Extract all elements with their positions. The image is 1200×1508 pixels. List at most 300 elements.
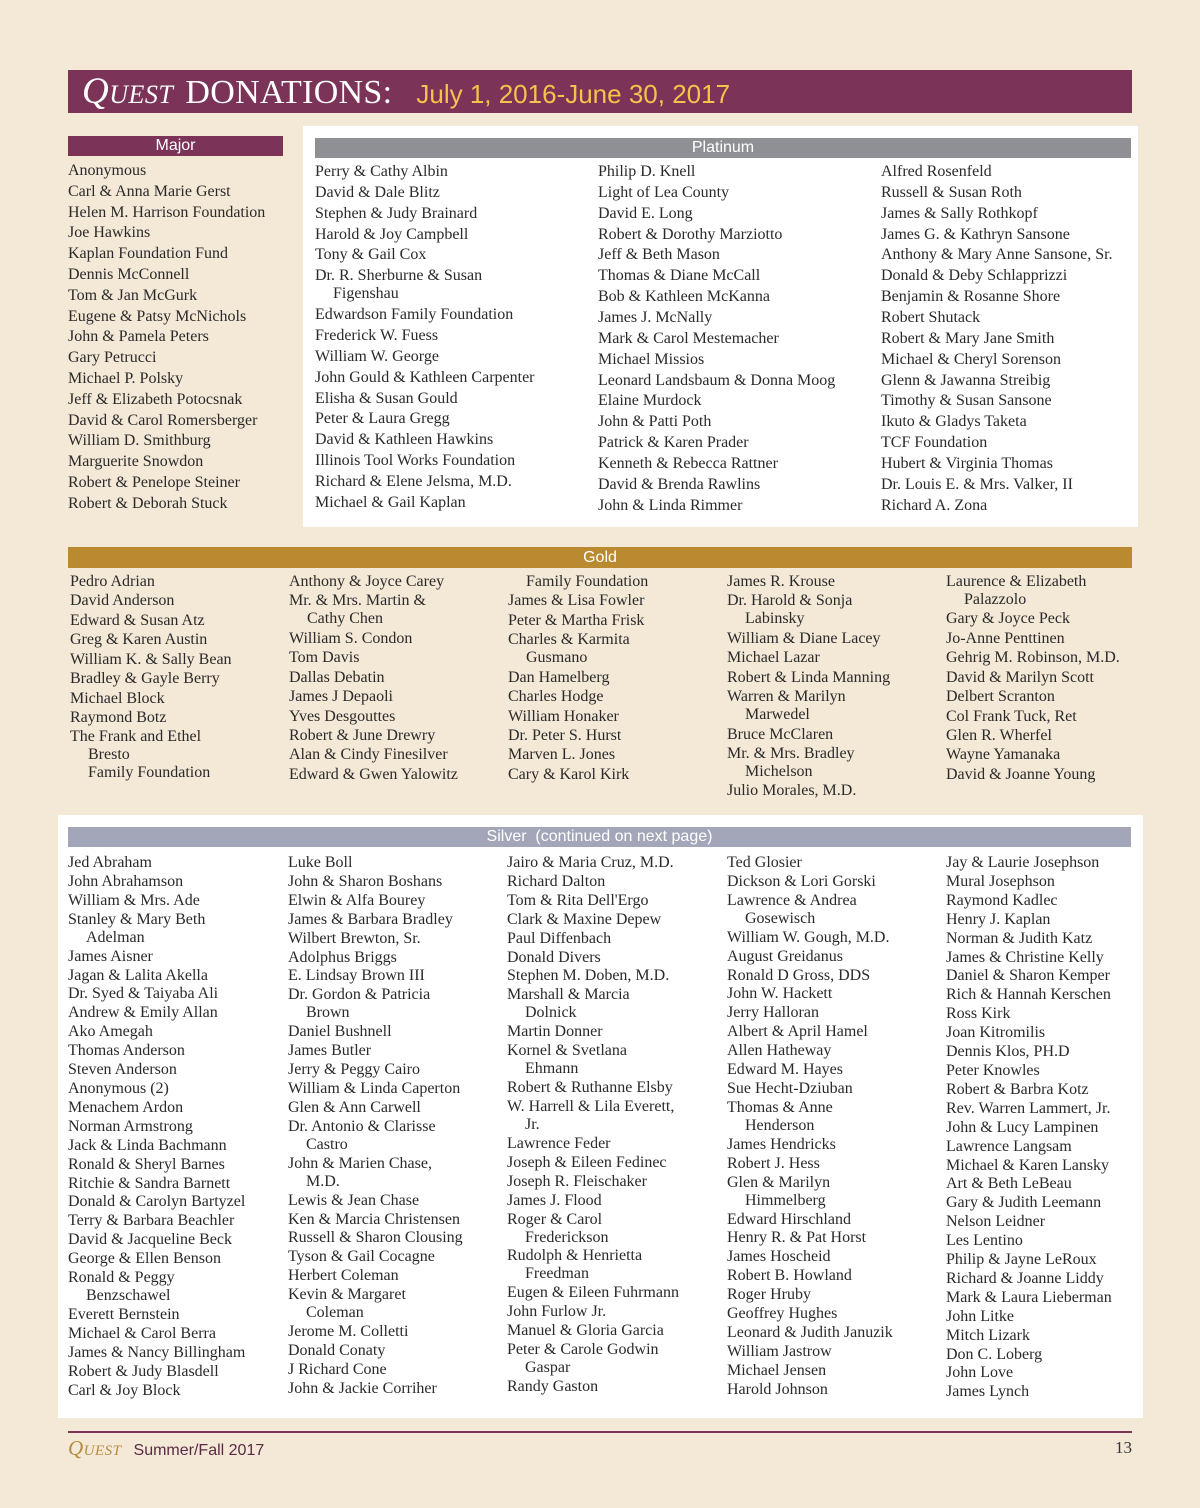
donor-name: John & Patti Poth <box>598 413 712 431</box>
issue-label: Summer/Fall 2017 <box>133 1442 265 1459</box>
donor-entry <box>289 592 508 628</box>
donor-entry <box>727 782 946 800</box>
donor-entry <box>881 392 1131 410</box>
donor-name-continued: Coleman <box>306 1304 364 1322</box>
donor-entry <box>68 985 288 1003</box>
donor-name: James J Depaoli <box>289 688 393 706</box>
donor-entry <box>507 1023 727 1041</box>
donor-name: Illinois Tool Works Foundation <box>315 452 516 470</box>
donor-entry <box>946 1194 1132 1212</box>
donor-name: Joe Hawkins <box>68 224 151 242</box>
donor-name: John & Linda Rimmer <box>598 496 743 514</box>
donor-entry <box>881 267 1131 285</box>
donor-name: Gary & Judith Leemann <box>946 1194 1102 1212</box>
donor-name: Carl & Joy Block <box>68 1381 181 1399</box>
donor-name: Peter Knowles <box>946 1061 1040 1079</box>
donor-entry <box>315 410 598 428</box>
donor-entry <box>946 1346 1132 1364</box>
donor-entry <box>946 630 1132 648</box>
donor-name: J Richard Cone <box>288 1360 387 1378</box>
donor-name: Jerome M. Colletti <box>288 1323 409 1341</box>
donor-name: David & Jacqueline Beck <box>68 1231 232 1249</box>
donor-entry <box>946 1043 1132 1061</box>
donor-name: James & Christine Kelly <box>946 948 1104 966</box>
footer <box>68 1436 1132 1460</box>
footer-quest-logo: QUEST <box>68 1436 122 1460</box>
donor-name: Robert & Barbra Kotz <box>946 1080 1089 1098</box>
donor-name: Clark & Maxine Depew <box>507 910 662 928</box>
donor-entry <box>727 967 946 985</box>
donor-name: Warren & Marilyn <box>727 688 846 706</box>
donor-column <box>70 573 289 802</box>
donor-entry <box>68 287 283 305</box>
donor-name: Lewis & Jean Chase <box>288 1191 420 1209</box>
donor-name: Greg & Karen Austin <box>70 631 208 649</box>
donor-name: Anonymous <box>68 162 147 179</box>
donor-name: Cary & Karol Kirk <box>508 765 630 783</box>
donor-name: Michael & Cheryl Sorenson <box>881 350 1061 368</box>
donor-entry <box>946 1270 1132 1288</box>
donor-name-continued: Labinsky <box>745 610 805 628</box>
donor-name: Robert & Penelope Steiner <box>68 473 240 491</box>
donor-entry <box>289 766 508 784</box>
donor-name: Harold Johnson <box>727 1380 828 1398</box>
donor-name-continued: Freedman <box>525 1265 589 1283</box>
donor-name: Thomas & Diane McCall <box>598 267 761 285</box>
donor-entry <box>68 349 283 367</box>
donor-name: Russell & Susan Roth <box>881 183 1022 201</box>
donor-entry <box>68 948 288 966</box>
donor-entry <box>946 1081 1132 1099</box>
donor-name-continued: Michelson <box>745 762 813 780</box>
donor-entry <box>508 708 727 726</box>
donor-name: Adolphus Briggs <box>288 948 397 966</box>
donor-name: Dickson & Lori Gorski <box>727 872 876 890</box>
donor-name: Wayne Yamanaka <box>946 746 1061 764</box>
donor-entry <box>289 688 508 706</box>
donor-name: David & Brenda Rawlins <box>598 475 761 493</box>
donor-entry <box>68 1118 288 1136</box>
donor-name: Martin Donner <box>507 1023 603 1041</box>
donor-entry <box>68 1250 288 1268</box>
footer-divider <box>68 1431 1132 1433</box>
donor-name: Thomas Anderson <box>68 1042 185 1060</box>
donor-column <box>598 163 881 518</box>
donor-name-continued: Himmelberg <box>745 1191 826 1209</box>
page-title: DONATIONS: <box>185 74 393 111</box>
donor-name: James J. Flood <box>507 1191 602 1209</box>
donor-name: Stephen M. Doben, M.D. <box>507 967 670 985</box>
donor-name: Lawrence Langsam <box>946 1137 1072 1155</box>
donor-name: Marven L. Jones <box>508 746 616 764</box>
donor-name: David E. Long <box>598 204 693 222</box>
donor-entry <box>946 1213 1132 1231</box>
donor-name: Robert & Judy Blasdell <box>68 1362 219 1380</box>
donor-name: Jed Abraham <box>68 854 152 871</box>
donor-entry <box>289 573 508 591</box>
donor-name: William S. Condon <box>289 629 413 647</box>
donor-entry <box>881 184 1131 202</box>
donor-entry <box>68 412 283 430</box>
donor-entry <box>315 205 598 223</box>
donor-entry <box>507 986 727 1022</box>
donor-name: James Butler <box>288 1042 372 1060</box>
donor-name: Frederick W. Fuess <box>315 327 439 345</box>
donor-name: Donald Divers <box>507 948 601 966</box>
donor-entry <box>727 1229 946 1247</box>
donor-entry <box>288 1192 507 1210</box>
donor-entry <box>727 649 946 667</box>
donor-entry <box>727 1099 946 1135</box>
donor-column <box>289 573 508 802</box>
donor-entry <box>288 1061 507 1079</box>
donor-entry <box>288 1023 507 1041</box>
donor-name: William Jastrow <box>727 1342 832 1360</box>
donor-name: Michael & Gail Kaplan <box>315 493 466 511</box>
donor-entry <box>727 1248 946 1266</box>
donor-name: Henry R. & Pat Horst <box>727 1229 867 1247</box>
donor-entry <box>881 497 1131 515</box>
donor-entry <box>881 246 1131 264</box>
donor-name: Eugene & Patsy McNichols <box>68 307 247 325</box>
donor-name: Roger Hruby <box>727 1286 811 1304</box>
donor-name: Michael & Carol Berra <box>68 1324 216 1342</box>
donor-name: Bob & Kathleen McKanna <box>598 288 770 306</box>
donor-entry <box>68 1175 288 1193</box>
donor-entry <box>70 592 289 610</box>
major-donor-list <box>68 162 283 516</box>
donor-name: Joan Kitromilis <box>946 1024 1046 1042</box>
donor-entry <box>288 949 507 967</box>
donor-entry <box>946 573 1132 609</box>
donor-entry <box>598 226 881 244</box>
donor-column <box>881 163 1131 518</box>
donor-entry <box>68 183 283 201</box>
donor-entry <box>288 1267 507 1285</box>
donor-entry <box>68 391 283 409</box>
donor-name: Dr. Syed & Taiyaba Ali <box>68 985 219 1003</box>
donor-entry <box>68 266 283 284</box>
donor-name: Ronald D Gross, DDS <box>727 966 871 984</box>
donor-entry <box>727 1023 946 1041</box>
donor-entry <box>507 873 727 891</box>
donor-name-continued: Marwedel <box>745 706 810 724</box>
donor-name: Stanley & Mary Beth <box>68 910 206 928</box>
donor-entry <box>598 497 881 515</box>
donor-name: James Hoscheid <box>727 1248 831 1266</box>
donor-name: Randy Gaston <box>507 1377 599 1395</box>
donor-name: Bradley & Gayle Berry <box>70 670 220 688</box>
donor-entry <box>881 351 1131 369</box>
donor-name: Ako Amegah <box>68 1023 153 1041</box>
donor-name: Stephen & Judy Brainard <box>315 204 478 222</box>
donor-entry <box>881 330 1131 348</box>
donor-name: Perry & Cathy Albin <box>315 163 448 180</box>
donor-name: Tom Davis <box>289 649 360 667</box>
donor-name: Glen & Ann Carwell <box>288 1098 421 1116</box>
donor-entry <box>289 649 508 667</box>
donor-name: Mr. & Mrs. Martin & <box>289 592 426 610</box>
donor-entry <box>289 727 508 745</box>
donor-name: Robert & Linda Manning <box>727 668 891 686</box>
donor-entry <box>288 1361 507 1379</box>
donor-name: James & Barbara Bradley <box>288 910 453 928</box>
donor-name: Robert & June Drewry <box>289 726 436 744</box>
donor-name: William W. George <box>315 347 439 365</box>
donor-entry <box>946 1138 1132 1156</box>
donor-entry <box>727 1305 946 1323</box>
donor-entry <box>881 434 1131 452</box>
donor-entry <box>288 1211 507 1229</box>
donor-entry <box>288 986 507 1022</box>
donor-entry <box>288 1229 507 1247</box>
donor-name: Dr. Gordon & Patricia <box>288 986 431 1004</box>
donor-entry <box>727 726 946 744</box>
donor-entry <box>288 1323 507 1341</box>
donor-entry <box>727 873 946 891</box>
donor-name: Jerry & Peggy Cairo <box>288 1061 420 1079</box>
donor-name: Michael Block <box>70 689 165 707</box>
donor-entry <box>68 1382 288 1400</box>
donor-entry <box>507 1042 727 1078</box>
donor-name: William K. & Sally Bean <box>70 650 232 668</box>
donor-name: Charles & Karmita <box>508 631 630 649</box>
donor-entry <box>70 631 289 649</box>
donor-entry <box>68 873 288 891</box>
donor-name: Dennis McConnell <box>68 265 190 283</box>
donor-name: Rich & Hannah Kerschen <box>946 986 1111 1004</box>
donor-entry <box>727 1286 946 1304</box>
donor-entry <box>727 1136 946 1154</box>
donor-entry <box>507 967 727 985</box>
donor-entry <box>727 1174 946 1210</box>
donor-name: James & Lisa Fowler <box>508 592 645 610</box>
donor-name: John & Marien Chase, <box>288 1154 432 1172</box>
donor-entry <box>68 1269 288 1305</box>
donor-entry <box>288 967 507 985</box>
donor-name: Richard & Elene Jelsma, M.D. <box>315 473 512 491</box>
donor-name: Gehrig M. Robinson, M.D. <box>946 649 1120 667</box>
donor-name: The Frank and Ethel <box>70 728 202 746</box>
donor-name: Timothy & Susan Sansone <box>881 392 1052 410</box>
donor-entry <box>946 949 1132 967</box>
donor-entry <box>68 1061 288 1079</box>
donor-name: Alfred Rosenfeld <box>881 163 992 180</box>
donor-name: Alan & Cindy Finesilver <box>289 746 448 764</box>
donor-name: Raymond Kadlec <box>946 891 1058 909</box>
donor-name: Michael Jensen <box>727 1361 827 1379</box>
donor-entry <box>727 592 946 628</box>
donor-entry <box>70 690 289 708</box>
donor-name: Allen Hatheway <box>727 1042 832 1060</box>
donor-name: John Abrahamson <box>68 872 184 890</box>
donor-entry <box>508 631 727 667</box>
donor-name: John & Jackie Corriher <box>288 1379 437 1397</box>
donor-entry <box>598 392 881 410</box>
donor-name: Jeff & Elizabeth Potocsnak <box>68 390 243 408</box>
donor-name: Michael Lazar <box>727 649 820 667</box>
donor-name: John Gould & Kathleen Carpenter <box>315 368 535 386</box>
donor-entry <box>288 1380 507 1398</box>
donor-entry <box>507 1135 727 1153</box>
donor-name: Mark & Laura Lieberman <box>946 1288 1112 1306</box>
donor-entry <box>315 348 598 366</box>
donor-name: James R. Krouse <box>727 573 835 590</box>
donor-entry <box>68 245 283 263</box>
donor-entry <box>315 163 598 181</box>
donor-entry <box>70 651 289 669</box>
donor-entry <box>508 573 727 591</box>
donor-name: Edward M. Hayes <box>727 1061 843 1079</box>
donor-entry <box>508 746 727 764</box>
donor-name: Jeff & Beth Mason <box>598 246 720 264</box>
donor-entry <box>946 892 1132 910</box>
donor-name: Richard & Joanne Liddy <box>946 1269 1104 1287</box>
donor-entry <box>68 967 288 985</box>
donor-name-continued: Palazzolo <box>964 591 1027 608</box>
donor-name: Marguerite Snowdon <box>68 453 204 471</box>
donor-name: Tom & Rita Dell'Ergo <box>507 891 649 909</box>
donor-name: Edward & Susan Atz <box>70 611 205 629</box>
donor-entry <box>881 163 1131 181</box>
donor-column <box>68 854 288 1402</box>
donor-entry <box>507 1154 727 1172</box>
gold-donor-list <box>70 573 1132 802</box>
donor-name-continued: Figenshau <box>333 285 399 303</box>
donor-entry <box>68 495 283 513</box>
donor-column <box>727 854 946 1402</box>
donor-entry <box>315 390 598 408</box>
donor-name: Robert & Deborah Stuck <box>68 494 228 512</box>
donor-entry <box>598 434 881 452</box>
donor-name-continued: Gosewisch <box>745 909 816 927</box>
donor-name: Lawrence & Andrea <box>727 891 857 909</box>
donor-name-continued: Ehmann <box>525 1060 579 1078</box>
donor-entry <box>315 494 598 512</box>
donor-name: Daniel & Sharon Kemper <box>946 967 1110 985</box>
donor-entry <box>507 1173 727 1191</box>
donor-name: Col Frank Tuck, Ret <box>946 707 1077 725</box>
donor-name: Norman Armstrong <box>68 1117 193 1135</box>
donor-name: Light of Lea County <box>598 183 730 201</box>
donor-name: Lawrence Feder <box>507 1134 611 1152</box>
donor-entry <box>507 930 727 948</box>
donor-entry <box>727 929 946 947</box>
donor-entry <box>68 854 288 872</box>
donor-name: John Litke <box>946 1307 1014 1325</box>
donor-name-continued: Castro <box>306 1135 348 1153</box>
donor-name: Yves Desgouttes <box>289 707 396 725</box>
donor-name: Steven Anderson <box>68 1061 177 1079</box>
donor-entry <box>507 1378 727 1396</box>
donor-entry <box>727 1061 946 1079</box>
donor-entry <box>727 985 946 1003</box>
donor-entry <box>68 1004 288 1022</box>
donor-name: Michael Missios <box>598 350 705 368</box>
donor-entry <box>288 1080 507 1098</box>
donor-name: Edward & Gwen Yalowitz <box>289 765 458 783</box>
donor-entry <box>289 746 508 764</box>
donor-entry <box>68 892 288 910</box>
donor-name: Peter & Laura Gregg <box>315 410 450 428</box>
donor-name: Geoffrey Hughes <box>727 1305 838 1323</box>
donor-name: Gary Petrucci <box>68 349 157 367</box>
donor-name: Rudolph & Henrietta <box>507 1247 643 1265</box>
donor-name: William & Linda Caperton <box>288 1079 461 1097</box>
donor-name: John W. Hackett <box>727 985 833 1003</box>
donor-entry <box>68 911 288 947</box>
donor-name: E. Lindsay Brown III <box>288 967 425 985</box>
donor-entry <box>68 1099 288 1117</box>
donor-name: William D. Smithburg <box>68 432 211 450</box>
donor-entry <box>727 630 946 648</box>
donor-name: Michael & Karen Lansky <box>946 1156 1110 1174</box>
donor-entry <box>70 709 289 727</box>
donor-name: Dr. R. Sherburne & Susan <box>315 267 483 285</box>
donor-entry <box>881 476 1131 494</box>
donor-name: Henry J. Kaplan <box>946 910 1051 928</box>
donor-name: Helen M. Harrison Foundation <box>68 203 266 221</box>
donor-entry <box>946 649 1132 667</box>
donor-name-continued: Jr. <box>525 1115 540 1133</box>
donor-entry <box>598 413 881 431</box>
donor-entry <box>288 930 507 948</box>
donor-name: TCF Foundation <box>881 434 988 452</box>
donor-name: Robert J. Hess <box>727 1154 820 1172</box>
donor-entry <box>946 708 1132 726</box>
donor-name: Kornel & Svetlana <box>507 1042 627 1060</box>
donor-name: Elisha & Susan Gould <box>315 389 458 407</box>
donor-entry <box>289 708 508 726</box>
donor-entry <box>70 612 289 630</box>
donor-entry <box>946 1100 1132 1118</box>
donor-entry <box>598 455 881 473</box>
donor-name: Terry & Barbara Beachler <box>68 1212 235 1230</box>
donor-name: Kaplan Foundation Fund <box>68 245 228 263</box>
donor-entry <box>946 1062 1132 1080</box>
donor-entry <box>508 612 727 630</box>
donor-column <box>946 854 1132 1402</box>
donor-entry <box>68 328 283 346</box>
donor-name: Jack & Linda Bachmann <box>68 1136 227 1154</box>
donor-entry <box>508 592 727 610</box>
donor-entry <box>68 1212 288 1230</box>
donor-name: David & Joanne Young <box>946 765 1096 783</box>
donor-name: Tom & Jan McGurk <box>68 286 198 304</box>
donor-entry <box>68 370 283 388</box>
donor-entry <box>68 1306 288 1324</box>
donor-entry <box>507 1341 727 1377</box>
donor-name: Robert & Dorothy Marziotto <box>598 225 783 243</box>
donor-name: Leonard Landsbaum & Donna Moog <box>598 371 836 389</box>
donor-name: Gary & Joyce Peck <box>946 610 1070 628</box>
platinum-donor-list <box>315 163 1131 518</box>
donor-entry <box>288 1099 507 1117</box>
donor-entry <box>727 1343 946 1361</box>
donor-entry <box>68 1137 288 1155</box>
donor-name: Ritchie & Sandra Barnett <box>68 1174 231 1192</box>
donor-name: Edwardson Family Foundation <box>315 306 514 324</box>
donor-name: Daniel Bushnell <box>288 1023 392 1041</box>
donor-entry <box>946 1327 1132 1345</box>
donor-column <box>727 573 946 802</box>
donor-name: John & Pamela Peters <box>68 328 209 346</box>
donor-entry <box>288 911 507 929</box>
donor-entry <box>289 630 508 648</box>
donor-name: James G. & Kathryn Sansone <box>881 225 1070 243</box>
donor-name: Nelson Leidner <box>946 1213 1046 1231</box>
donor-entry <box>315 306 598 324</box>
